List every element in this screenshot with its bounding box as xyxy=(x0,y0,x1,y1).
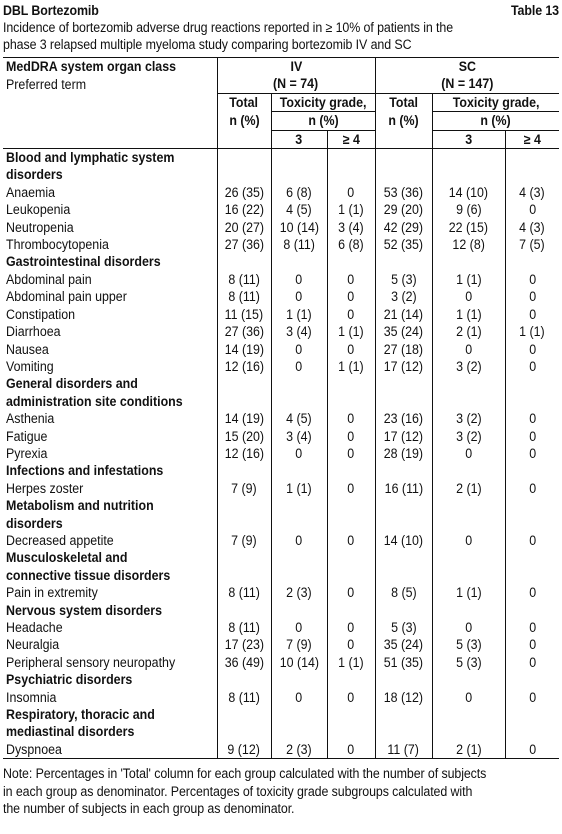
sc-grade4-cell: 0 xyxy=(505,341,559,358)
sc-grade4-cell: 0 xyxy=(505,619,559,636)
iv-grade4-cell: 0 xyxy=(327,445,375,462)
sc-total-cell: 3 (2) xyxy=(375,288,432,305)
sc-grade3-cell: 9 (6) xyxy=(432,201,505,218)
iv-grade4-cell: 1 (1) xyxy=(327,201,375,218)
iv-grade3-cell: 2 (3) xyxy=(271,741,327,759)
sc-grade4-cell: 0 xyxy=(505,480,559,497)
footnote xyxy=(3,765,559,817)
sc-grade4-cell: 0 xyxy=(505,532,559,549)
sc-total-cell: 21 (14) xyxy=(375,306,432,323)
sc-total-cell: 17 (12) xyxy=(375,428,432,445)
sc-grade4-cell: 0 xyxy=(505,358,559,375)
table-row xyxy=(3,480,559,497)
preferred-term: Peripheral sensory neuropathy xyxy=(6,654,176,670)
iv-grade3-cell: 7 (9) xyxy=(271,636,327,653)
category-label: disorders xyxy=(6,515,63,531)
category-label: Nervous system disorders xyxy=(6,602,163,618)
sc-grade4-cell: 0 xyxy=(505,428,559,445)
iv-total-cell: 26 (35) xyxy=(217,184,271,201)
category-label: Infections and infestations xyxy=(6,463,164,479)
table-row xyxy=(3,358,559,375)
iv-total-cell: 20 (27) xyxy=(217,219,271,236)
iv-grade3-cell: 0 xyxy=(271,288,327,305)
iv-grade4-cell: 0 xyxy=(327,689,375,706)
footnote-line-3: the number of subjects in each group as denominator. xyxy=(3,801,295,817)
preferred-term: Asthenia xyxy=(6,411,55,427)
sc-grade4-cell: 0 xyxy=(505,445,559,462)
preferred-term: Leukopenia xyxy=(6,202,71,218)
table-row xyxy=(3,201,559,218)
iv-grade4-cell: 0 xyxy=(327,288,375,305)
sc-total-cell: 52 (35) xyxy=(375,236,432,253)
sc-grade3-cell: 0 xyxy=(432,445,505,462)
sc-grade3-cell: 3 (2) xyxy=(432,358,505,375)
sc-grade3-cell: 3 (2) xyxy=(432,428,505,445)
category-row xyxy=(3,393,559,410)
category-row xyxy=(3,706,559,723)
category-label: Musculoskeletal and xyxy=(6,550,128,566)
sc-grade3-cell: 2 (1) xyxy=(432,480,505,497)
iv-total-cell: 16 (22) xyxy=(217,201,271,218)
sc-total-cell: 35 (24) xyxy=(375,636,432,653)
sc-group-header: SC xyxy=(375,58,559,76)
category-label: mediastinal disorders xyxy=(6,724,135,740)
sc-grade3-cell: 14 (10) xyxy=(432,184,505,201)
table-row xyxy=(3,636,559,653)
iv-n-header: (N = 74) xyxy=(217,75,375,93)
sc-grade4-cell: 0 xyxy=(505,288,559,305)
table-row xyxy=(3,445,559,462)
sc-total-cell: 35 (24) xyxy=(375,323,432,340)
category-row xyxy=(3,149,559,167)
document-header xyxy=(3,2,559,19)
preferred-term: Diarrhoea xyxy=(6,324,61,340)
iv-total-cell: 7 (9) xyxy=(217,532,271,549)
preferred-term: Nausea xyxy=(6,341,49,357)
iv-total-cell: 12 (16) xyxy=(217,358,271,375)
iv-total-cell: 8 (11) xyxy=(217,584,271,601)
iv-grade3-cell: 1 (1) xyxy=(271,480,327,497)
sc-grade3-cell: 5 (3) xyxy=(432,654,505,671)
iv-total-header: Total xyxy=(217,93,271,111)
iv-grade4-cell: 0 xyxy=(327,532,375,549)
sc-grade3-cell: 12 (8) xyxy=(432,236,505,253)
category-row xyxy=(3,166,559,183)
sc-total-cell: 16 (11) xyxy=(375,480,432,497)
sc-grade3-cell: 0 xyxy=(432,341,505,358)
sc-n-header: (N = 147) xyxy=(375,75,559,93)
iv-group-header: IV xyxy=(217,58,375,76)
sc-total-cell: 53 (36) xyxy=(375,184,432,201)
table-row xyxy=(3,306,559,323)
sc-total-cell: 17 (12) xyxy=(375,358,432,375)
category-label: Metabolism and nutrition xyxy=(6,498,154,514)
sc-grade3-cell: 0 xyxy=(432,288,505,305)
sc-grade3-cell: 0 xyxy=(432,619,505,636)
iv-grade3-cell: 0 xyxy=(271,271,327,288)
iv-total-cell: 7 (9) xyxy=(217,480,271,497)
iv-total-cell: 8 (11) xyxy=(217,288,271,305)
sc-grade4-cell: 0 xyxy=(505,689,559,706)
sc-grade3-cell: 22 (15) xyxy=(432,219,505,236)
sc-grade3-cell: 5 (3) xyxy=(432,636,505,653)
iv-grade4-cell: 0 xyxy=(327,428,375,445)
category-label: administration site conditions xyxy=(6,393,183,409)
preferred-term: Thrombocytopenia xyxy=(6,237,109,253)
iv-grade3-cell: 0 xyxy=(271,445,327,462)
iv-total-cell: 17 (23) xyxy=(217,636,271,653)
sc-grade4-cell: 0 xyxy=(505,741,559,759)
category-row xyxy=(3,515,559,532)
table-caption xyxy=(3,19,559,53)
iv-grade4-cell: 1 (1) xyxy=(327,654,375,671)
sc-grade4-cell: 0 xyxy=(505,201,559,218)
iv-grade3-header: 3 xyxy=(271,130,327,148)
sc-total-cell: 28 (19) xyxy=(375,445,432,462)
footnote-line-2: in each group as denominator. Percentages of toxicity grade subgroups calculated with xyxy=(3,783,473,799)
preferred-term: Abdominal pain upper xyxy=(6,289,127,305)
preferred-term: Anaemia xyxy=(6,184,56,200)
table-row xyxy=(3,184,559,201)
sc-grade3-cell: 2 (1) xyxy=(432,323,505,340)
preferred-term: Pain in extremity xyxy=(6,585,98,601)
adverse-reactions-table xyxy=(3,57,559,759)
sc-total-cell: 42 (29) xyxy=(375,219,432,236)
category-label: Blood and lymphatic system xyxy=(6,150,175,166)
preferred-term: Neuralgia xyxy=(6,637,60,653)
iv-total-cell: 8 (11) xyxy=(217,619,271,636)
preferred-term: Neutropenia xyxy=(6,219,74,235)
iv-grade4-cell: 0 xyxy=(327,184,375,201)
sc-total-cell: 18 (12) xyxy=(375,689,432,706)
sc-total-cell: 27 (18) xyxy=(375,341,432,358)
table-row xyxy=(3,219,559,236)
preferred-term: Headache xyxy=(6,620,63,635)
sc-total-cell: 14 (10) xyxy=(375,532,432,549)
sc-grade3-cell: 0 xyxy=(432,532,505,549)
iv-grade4-cell: 0 xyxy=(327,306,375,323)
iv-grade4-cell: 3 (4) xyxy=(327,219,375,236)
iv-grade4-cell: 0 xyxy=(327,271,375,288)
iv-grade3-cell: 6 (8) xyxy=(271,184,327,201)
sc-total-cell: 29 (20) xyxy=(375,201,432,218)
sc-grade4-cell: 0 xyxy=(505,306,559,323)
iv-grade3-cell: 0 xyxy=(271,358,327,375)
preferred-term: Herpes zoster xyxy=(6,480,84,496)
iv-grade3-cell: 2 (3) xyxy=(271,584,327,601)
sc-total-cell: 11 (7) xyxy=(375,741,432,759)
sc-grade4-cell: 0 xyxy=(505,584,559,601)
sc-total-cell: 5 (3) xyxy=(375,271,432,288)
category-row xyxy=(3,723,559,740)
iv-grade3-cell: 3 (4) xyxy=(271,323,327,340)
table-row xyxy=(3,741,559,759)
iv-grade3-cell: 1 (1) xyxy=(271,306,327,323)
sc-total-cell: 23 (16) xyxy=(375,410,432,427)
iv-total-unit: n (%) xyxy=(217,112,271,130)
iv-total-cell: 27 (36) xyxy=(217,323,271,340)
category-row xyxy=(3,567,559,584)
table-caption-line-1: Incidence of bortezomib adverse drug reactions reported in ≥ 10% of patients in the xyxy=(3,20,454,35)
sc-grade4-cell: 0 xyxy=(505,410,559,427)
iv-total-cell: 12 (16) xyxy=(217,445,271,462)
iv-grade3-cell: 10 (14) xyxy=(271,219,327,236)
sc-grade4-cell: 7 (5) xyxy=(505,236,559,253)
table-row xyxy=(3,689,559,706)
table-row xyxy=(3,271,559,288)
category-row xyxy=(3,375,559,392)
iv-total-cell: 8 (11) xyxy=(217,271,271,288)
sc-total-cell: 5 (3) xyxy=(375,619,432,636)
preferred-term: Dyspnoea xyxy=(3,741,217,759)
iv-total-cell: 9 (12) xyxy=(217,741,271,759)
iv-grade4-cell: 0 xyxy=(327,584,375,601)
table-label: Table 13 xyxy=(510,3,560,18)
category-label: connective tissue disorders xyxy=(6,567,171,583)
sc-grade4-cell: 0 xyxy=(505,271,559,288)
sc-grade3-cell: 0 xyxy=(432,689,505,706)
category-label: Respiratory, thoracic and xyxy=(6,707,155,723)
table-row xyxy=(3,341,559,358)
iv-toxicity-unit: n (%) xyxy=(271,112,375,130)
table-row xyxy=(3,288,559,305)
iv-total-cell: 27 (36) xyxy=(217,236,271,253)
iv-grade4-cell: 0 xyxy=(327,636,375,653)
category-label: General disorders and xyxy=(6,376,138,392)
table-row xyxy=(3,410,559,427)
iv-grade4-cell: 1 (1) xyxy=(327,323,375,340)
footnote-line-1: Note: Percentages in 'Total' column for each group calculated with the number of subjects xyxy=(3,766,487,782)
sc-grade3-header: 3 xyxy=(432,130,505,148)
category-row xyxy=(3,497,559,514)
sc-total-header: Total xyxy=(375,93,432,111)
iv-grade4-cell: 0 xyxy=(327,741,375,759)
sc-total-cell: 8 (5) xyxy=(375,584,432,601)
sc-grade4-cell: 4 (3) xyxy=(505,184,559,201)
preferred-term: Vomiting xyxy=(6,358,54,374)
category-row xyxy=(3,602,559,619)
iv-grade4-cell: 0 xyxy=(327,619,375,636)
iv-grade4-cell: 6 (8) xyxy=(327,236,375,253)
iv-total-cell: 14 (19) xyxy=(217,341,271,358)
sc-grade4-cell: 4 (3) xyxy=(505,219,559,236)
pt-column-header: Preferred term xyxy=(6,76,87,92)
iv-total-cell: 36 (49) xyxy=(217,654,271,671)
table-row xyxy=(3,532,559,549)
iv-grade3-cell: 10 (14) xyxy=(271,654,327,671)
sc-grade3-cell: 1 (1) xyxy=(432,271,505,288)
sc-grade3-cell: 3 (2) xyxy=(432,410,505,427)
category-row xyxy=(3,549,559,566)
iv-grade3-cell: 4 (5) xyxy=(271,201,327,218)
iv-total-cell: 8 (11) xyxy=(217,689,271,706)
sc-grade4-cell: 0 xyxy=(505,636,559,653)
table-row xyxy=(3,323,559,340)
category-label: Gastrointestinal disorders xyxy=(6,254,161,270)
sc-grade3-cell: 1 (1) xyxy=(432,584,505,601)
category-row xyxy=(3,462,559,479)
table-row xyxy=(3,654,559,671)
document-title: DBL Bortezomib xyxy=(3,3,99,18)
sc-toxicity-unit: n (%) xyxy=(432,112,559,130)
table-header xyxy=(3,58,559,149)
preferred-term: Decreased appetite xyxy=(6,532,114,548)
sc-grade4-cell: 1 (1) xyxy=(505,323,559,340)
preferred-term: Abdominal pain xyxy=(6,271,92,287)
iv-grade3-cell: 4 (5) xyxy=(271,410,327,427)
iv-grade4-cell: 0 xyxy=(327,341,375,358)
preferred-term: Insomnia xyxy=(6,689,57,705)
iv-grade4-cell: 1 (1) xyxy=(327,358,375,375)
sc-grade3-cell: 1 (1) xyxy=(432,306,505,323)
iv-grade3-cell: 0 xyxy=(271,619,327,636)
sc-grade3-cell: 2 (1) xyxy=(432,741,505,759)
iv-grade3-cell: 3 (4) xyxy=(271,428,327,445)
table-row xyxy=(3,236,559,253)
iv-grade3-cell: 0 xyxy=(271,532,327,549)
iv-total-cell: 14 (19) xyxy=(217,410,271,427)
iv-grade4-cell: 0 xyxy=(327,410,375,427)
category-label: disorders xyxy=(6,167,63,183)
iv-grade4-cell: 0 xyxy=(327,480,375,497)
sc-grade4-header: ≥ 4 xyxy=(505,130,559,148)
table-row xyxy=(3,619,559,636)
table-row xyxy=(3,584,559,601)
iv-total-cell: 11 (15) xyxy=(217,306,271,323)
iv-grade4-header: ≥ 4 xyxy=(327,130,375,148)
iv-total-cell: 15 (20) xyxy=(217,428,271,445)
iv-grade3-cell: 8 (11) xyxy=(271,236,327,253)
iv-grade3-cell: 0 xyxy=(271,341,327,358)
category-label: Psychiatric disorders xyxy=(6,672,133,688)
category-row xyxy=(3,671,559,688)
iv-toxicity-header: Toxicity grade, xyxy=(271,93,375,111)
sc-toxicity-header: Toxicity grade, xyxy=(432,93,559,111)
preferred-term: Fatigue xyxy=(6,428,48,444)
category-row xyxy=(3,253,559,270)
iv-grade3-cell: 0 xyxy=(271,689,327,706)
table-caption-line-2: phase 3 relapsed multiple myeloma study comparing bortezomib IV and SC xyxy=(3,37,412,52)
table-body xyxy=(3,149,559,759)
sc-total-cell: 51 (35) xyxy=(375,654,432,671)
sc-grade4-cell: 0 xyxy=(505,654,559,671)
preferred-term: Constipation xyxy=(6,306,76,322)
preferred-term: Pyrexia xyxy=(6,445,48,461)
table-row xyxy=(3,428,559,445)
soc-column-header: MedDRA system organ class xyxy=(3,58,217,76)
sc-total-unit: n (%) xyxy=(375,112,432,130)
